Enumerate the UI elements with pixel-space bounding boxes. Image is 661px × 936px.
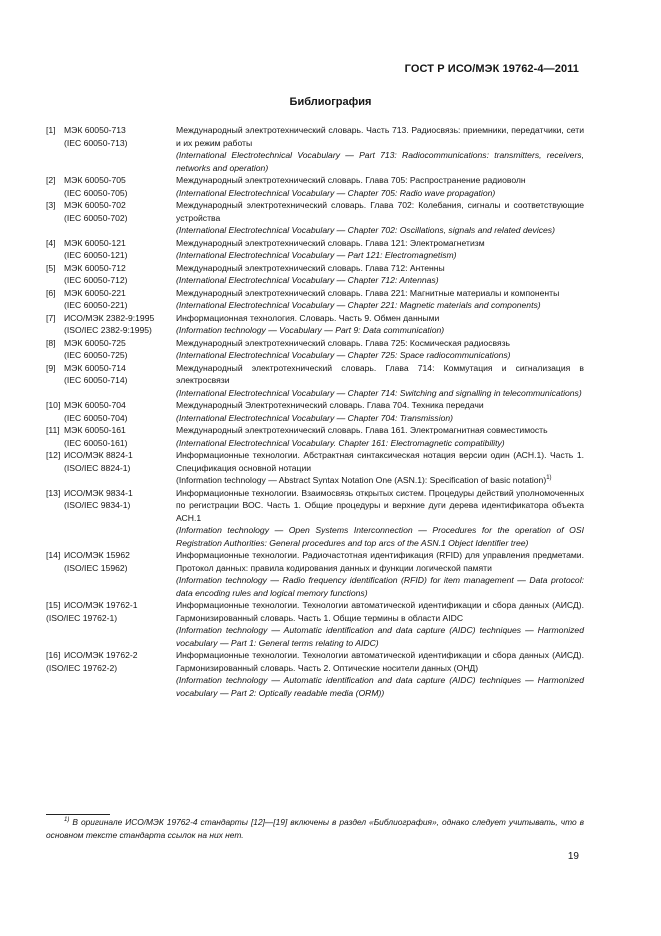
- entry-id-en: (ISO/IEC 19762-1): [46, 612, 118, 623]
- entry-title-en: (International Electrotechnical Vocabulary — Chapter 221: Magnetic materials and components): [176, 300, 541, 310]
- entry-id-en: (ISO/IEC 2382-9:1995): [64, 325, 152, 335]
- page-number: 19: [567, 851, 579, 862]
- entry-number: [9]: [46, 362, 56, 373]
- entry-number: [15]: [46, 600, 61, 610]
- entry-identifiers: [46, 549, 176, 599]
- entry-id-ru: МЭК 60050-714: [64, 362, 126, 373]
- bibliography-entry: [46, 549, 584, 599]
- entry-description: [176, 287, 584, 312]
- entry-title-en: (International Electrotechnical Vocabulary — Chapter 725: Space radiocommunications): [176, 350, 511, 360]
- entry-identifiers: [46, 199, 176, 237]
- entry-identifiers: [46, 649, 176, 699]
- entry-number: [13]: [46, 487, 61, 498]
- entry-title-ru: Информационные технологии. Радиочастотная идентификация (RFID) для управления предметами. Протокол данных: правила кодирования данных и функции логической памяти: [176, 550, 584, 573]
- bibliography-entry: [46, 262, 584, 287]
- entry-id-ru: МЭК 60050-704: [64, 400, 126, 410]
- entry-id-ru: МЭК 60050-725: [64, 337, 126, 348]
- entry-title-en: (Information technology — Open Systems Interconnection — Procedures for the operation of OSI Registration Authorities: General procedures and top arcs of the ASN.1 Object Identifier tree): [176, 525, 584, 548]
- entry-id-en: (IEC 60050-121): [64, 250, 128, 260]
- entry-title-en: (International Electrotechnical Vocabulary — Chapter 702: Oscillations, signals and related devices): [176, 225, 555, 235]
- entry-title-ru: Международный электротехнический словарь. Глава 705: Распространение радиоволн: [176, 175, 526, 185]
- entry-title-en: (International Electrotechnical Vocabulary — Chapter 714: Switching and signalling in telecommunications): [176, 387, 582, 398]
- entry-id-ru: МЭК 60050-161: [64, 425, 126, 435]
- entry-identifiers: [46, 487, 176, 550]
- bibliography-entry: [46, 449, 584, 487]
- entry-id-ru: ИСО/МЭК 19762-1: [64, 600, 138, 610]
- entry-title-ru: Информационные технологии. Взаимосвязь открытых систем. Процедуры действий уполномоченных по регистрации ВОС. Часть 1. Общие процедуры и верхние дуги дерева идентификатора объекта АСН.1: [176, 487, 584, 523]
- entry-title-en: (Information technology — Radio frequency identification (RFID) for item management — Data protocol: data encoding rules and logical memory functions): [176, 575, 584, 598]
- entry-id-en: (IEC 60050-712): [64, 275, 128, 285]
- entry-id-ru: МЭК 60050-221: [64, 287, 126, 298]
- footnote: [46, 816, 584, 841]
- entry-identifiers: [46, 287, 176, 312]
- entry-identifiers: [46, 424, 176, 449]
- entry-description: [176, 262, 584, 287]
- bibliography-entry: [46, 174, 584, 199]
- entry-title-ru: Международный электротехнический словарь. Часть 713. Радиосвязь: приемники, передатчики, сети и их режим работы: [176, 125, 584, 148]
- entry-title-ru: Информационные технологии. Технологии автоматической идентификации и сбора данных (АИСД). Гармонизированный словарь. Часть 2. Оптические носители данных (ОНД): [176, 650, 584, 673]
- entry-number: [7]: [46, 312, 56, 323]
- bibliography-entry: [46, 337, 584, 362]
- footnote-mark: 1): [64, 817, 70, 823]
- entry-id-en: (ISO/IEC 15962): [64, 562, 128, 573]
- entry-number: [3]: [46, 200, 56, 210]
- entry-title-ru: Международный электротехнический словарь. Глава 712: Антенны: [176, 262, 445, 273]
- entry-identifiers: [46, 337, 176, 362]
- bibliography-entry: [46, 424, 584, 449]
- entry-id-en: (IEC 60050-161): [64, 437, 128, 448]
- entry-title-en: (International Electrotechnical Vocabulary — Chapter 704: Transmission): [176, 412, 454, 423]
- entry-identifiers: [46, 262, 176, 287]
- entry-id-en: (IEC 60050-702): [64, 212, 128, 223]
- bibliography-entry: [46, 599, 584, 649]
- entry-description: [176, 424, 584, 449]
- entry-id-ru: МЭК 60050-712: [64, 262, 126, 273]
- entry-title-ru: Международный электротехнический словарь. Глава 725: Космическая радиосвязь: [176, 337, 511, 348]
- entry-title-en: (International Electrotechnical Vocabulary — Part 121: Electromagnetism): [176, 250, 457, 260]
- bibliography-entry: [46, 287, 584, 312]
- entry-title-ru: Международный электротехнический словарь. Глава 702: Колебания, сигналы и соответствующие устройства: [176, 200, 584, 223]
- entry-id-ru: МЭК 60050-713: [64, 125, 126, 135]
- entry-identifiers: [46, 449, 176, 487]
- entry-id-ru: МЭК 60050-121: [64, 237, 126, 248]
- entry-identifiers: [46, 174, 176, 199]
- entry-description: [176, 312, 584, 337]
- entry-id-en: (IEC 60050-714): [64, 375, 128, 385]
- entry-identifiers: [46, 312, 176, 337]
- entry-title-en: (International Electrotechnical Vocabulary. Chapter 161: Electromagnetic compatibility): [176, 437, 505, 448]
- bibliography-entry: [46, 487, 584, 550]
- entry-id-en: (IEC 60050-704): [64, 412, 128, 423]
- entry-description: [176, 399, 584, 424]
- entry-title-ru: Информационные технологии. Абстрактная синтаксическая нотация версии один (АСН.1). Часть 1. Спецификация основной нотации: [176, 450, 584, 473]
- entry-number: [12]: [46, 450, 61, 460]
- entry-id-en: (ISO/IEC 8824-1): [64, 462, 131, 473]
- entry-id-ru: ИСО/МЭК 2382-9:1995: [64, 312, 155, 323]
- entry-number: [4]: [46, 237, 56, 248]
- entry-id-en: (IEC 60050-725): [64, 350, 128, 360]
- bibliography-entry: [46, 399, 584, 424]
- bibliography-entry: [46, 237, 584, 262]
- entry-title-en: (Information technology — Automatic identification and data capture (AIDC) techniques — Harmonized vocabulary — Part 2: Optically readable media (ORM)): [176, 675, 584, 698]
- entry-description: [176, 487, 584, 550]
- entry-description: [176, 174, 584, 199]
- entry-title-ru: Международный электротехнический словарь. Глава 161. Электромагнитная совместимость: [176, 425, 548, 435]
- bibliography-entry: [46, 124, 584, 174]
- entry-number: [1]: [46, 125, 56, 135]
- entry-description: [176, 649, 584, 699]
- entry-title-ru: Международный электротехнический словарь. Глава 714: Коммутация и сигнализация в электросвязи: [176, 362, 584, 385]
- entry-number: [2]: [46, 175, 56, 185]
- entry-title-ru: Международный электротехнический словарь. Глава 221: Магнитные материалы и компоненты: [176, 287, 560, 298]
- entry-footnote-ref: 1): [546, 475, 552, 481]
- entry-description: [176, 599, 584, 649]
- entry-title-en: (Information technology — Abstract Syntax Notation One (ASN.1): Specification of basic notation): [176, 475, 547, 485]
- entry-number: [14]: [46, 550, 61, 560]
- entry-number: [8]: [46, 337, 56, 348]
- entry-description: [176, 449, 584, 487]
- bibliography-entry: [46, 199, 584, 237]
- entry-title-en: (International Electrotechnical Vocabulary — Chapter 712: Antennas): [176, 275, 439, 285]
- bibliography-entry: [46, 649, 584, 699]
- entry-description: [176, 124, 584, 174]
- entry-title-en: (International Electrotechnical Vocabulary — Chapter 705: Radio wave propagation): [176, 187, 496, 198]
- entry-title-ru: Международный электротехнический словарь. Глава 121: Электромагнетизм: [176, 237, 485, 248]
- entry-title-en: (Information technology — Vocabulary — Part 9: Data communication): [176, 325, 445, 335]
- entry-identifiers: [46, 237, 176, 262]
- entry-id-en: (IEC 60050-221): [64, 300, 128, 310]
- entry-number: [11]: [46, 425, 60, 435]
- entry-identifiers: [46, 124, 176, 174]
- entry-title-ru: Информационная технология. Словарь. Часть 9. Обмен данными: [176, 312, 440, 323]
- bibliography-entry: [46, 312, 584, 337]
- footnote-divider: [46, 814, 110, 815]
- bibliography-list: [46, 124, 584, 699]
- entry-id-ru: ИСО/МЭК 19762-2: [64, 650, 138, 660]
- entry-id-ru: ИСО/МЭК 9834-1: [64, 487, 133, 498]
- page-title: Библиография: [289, 96, 372, 108]
- bibliography-entry: [46, 362, 584, 400]
- entry-id-en: (IEC 60050-713): [64, 137, 128, 148]
- footnote-text: В оригинале ИСО/МЭК 19762-4 стандарты [12]—[19] включены в раздел «Библиография», однако следует учитывать, что в основном тексте стандарта ссылок на них нет.: [46, 817, 585, 840]
- entry-title-en: (Information technology — Automatic identification and data capture (AIDC) techniques — Harmonized vocabulary — Part 1: General terms relating to AIDC): [176, 625, 584, 648]
- entry-title-ru: Международный Электротехнический словарь. Глава 704. Техника передачи: [176, 400, 484, 410]
- entry-identifiers: [46, 362, 176, 400]
- entry-number: [6]: [46, 287, 56, 298]
- entry-id-ru: МЭК 60050-705: [64, 175, 126, 185]
- entry-number: [10]: [46, 400, 61, 410]
- entry-identifiers: [46, 399, 176, 424]
- entry-number: [5]: [46, 262, 56, 273]
- document-header: ГОСТ Р ИСО/МЭК 19762-4—2011: [404, 63, 579, 75]
- entry-number: [16]: [46, 650, 61, 660]
- entry-description: [176, 362, 584, 400]
- entry-description: [176, 199, 584, 237]
- entry-id-ru: МЭК 60050-702: [64, 200, 126, 210]
- entry-identifiers: [46, 599, 176, 649]
- entry-id-en: (ISO/IEC 9834-1): [64, 500, 131, 510]
- entry-id-en: (ISO/IEC 19762-2): [46, 662, 118, 673]
- entry-title-en: (International Electrotechnical Vocabulary — Part 713: Radiocommunications: transmitters, receivers, networks and operation): [176, 150, 584, 173]
- entry-id-ru: ИСО/МЭК 15962: [64, 550, 130, 560]
- entry-description: [176, 549, 584, 599]
- entry-description: [176, 237, 584, 262]
- entry-id-ru: ИСО/МЭК 8824-1: [64, 450, 133, 460]
- entry-title-ru: Информационные технологии. Технологии автоматической идентификации и сбора данных (АИСД). Гармонизированный словарь. Часть 1. Общие термины в области AIDC: [176, 600, 584, 623]
- entry-description: [176, 337, 584, 362]
- entry-id-en: (IEC 60050-705): [64, 187, 128, 198]
